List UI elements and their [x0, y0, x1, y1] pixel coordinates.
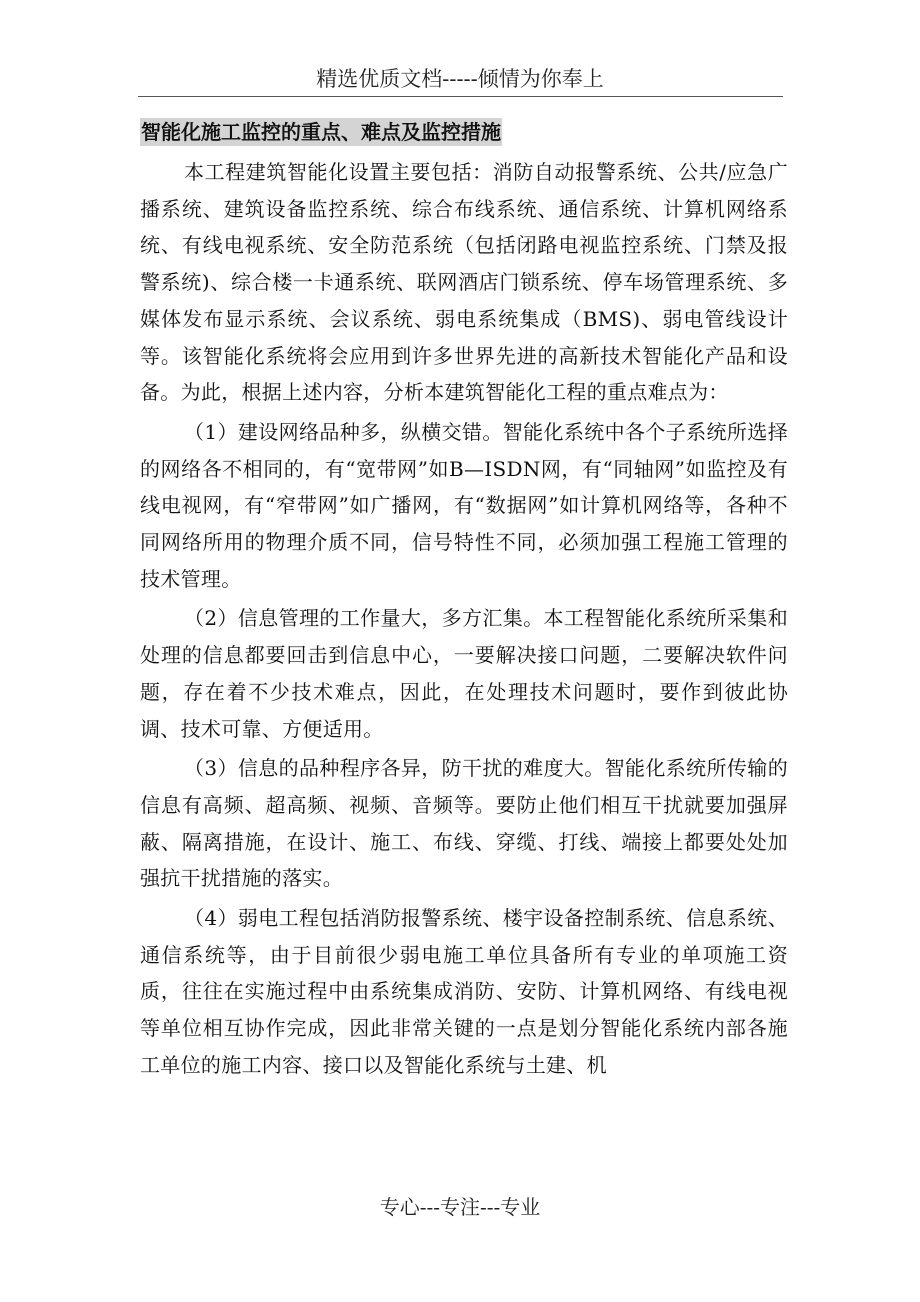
paragraph-intro: 本工程建筑智能化设置主要包括：消防自动报警系统、公共/应急广播系统、建筑设备监控系统、综合布线系统、通信系统、计算机网络系统、有线电视系统、安全防范系统（包括闭路电视监控系统、门禁及报警系统)、综合楼一卡通系统、联网酒店门锁系统、停车场管理系统、多媒体发布显示系统、会议系统、弱电系统集成（BMS)、弱电管线设计等。该智能化系统将会应用到许多世界先进的高新技术智能化产品和设备。为此，根据上述内容，分析本建筑智能化工程的重点难点为： — [140, 160, 788, 405]
page-footer: 专心---专注---专业 — [379, 1195, 541, 1219]
paragraph-point-1: （1）建设网络品种多，纵横交错。智能化系统中各个子系统所选择的网络各不相同的，有“宽带网”如B—ISDN网，有“同轴网”如监控及有线电视网，有“窄带网”如广播网，有“数据网”如计算机网络等，各种不同网络所用的物理介质不同，信号特性不同，必须加强工程施工管理的技术管理。 — [140, 419, 788, 591]
paragraph-point-4: （4）弱电工程包括消防报警系统、楼宇设备控制系统、信息系统、通信系统等，由于目前很少弱电施工单位具备所有专业的单项施工资质，往往在实施过程中由系统集成消防、安防、计算机网络、有线电视等单位相互协作完成，因此非常关键的一点是划分智能化系统内部各施工单位的施工内容、接口以及智能化系统与土建、机 — [140, 906, 788, 1077]
page-header: 精选优质文档-----倾情为你奉上 — [316, 67, 604, 91]
header-divider — [138, 96, 783, 97]
paragraph-point-3: （3）信息的品种程序各异，防干扰的难度大。智能化系统所传输的信息有高频、超高频、视频、音频等。要防止他们相互干扰就要加强屏蔽、隔离措施，在设计、施工、布线、穿缆、打线、端接上都要处处加强抗干扰措施的落实。 — [140, 756, 788, 891]
document-title: 智能化施工监控的重点、难点及监控措施 — [141, 120, 501, 144]
paragraph-point-2: （2）信息管理的工作量大，多方汇集。本工程智能化系统所采集和处理的信息都要回击到信息中心，一要解决接口问题，二要解决软件问题，存在着不少技术难点，因此，在处理技术问题时，要作到彼此协调、技术可靠、方便适用。 — [140, 606, 788, 741]
document-body — [140, 118, 788, 1087]
